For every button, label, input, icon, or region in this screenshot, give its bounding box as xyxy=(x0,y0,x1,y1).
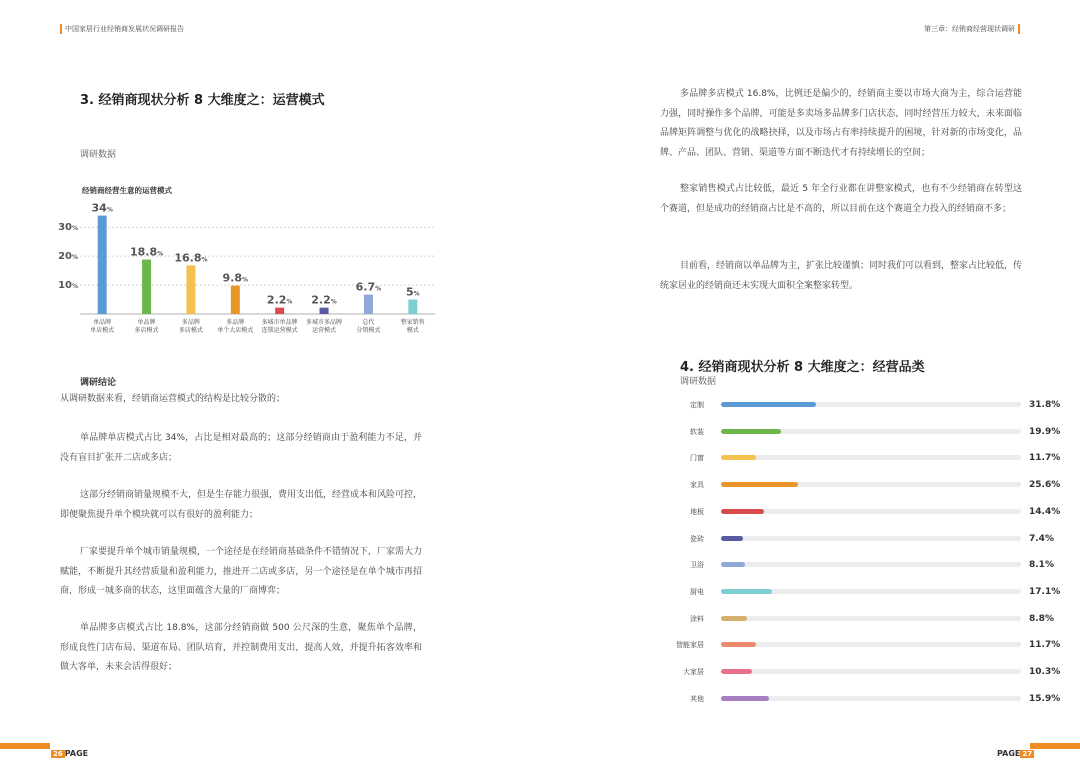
conclusion-para-1: 从调研数据来看，经销商运营模式的结构是比较分散的； xyxy=(60,394,286,404)
page-word-right: PAGE xyxy=(997,749,1021,758)
right-para-1: 多品牌多店模式 16.8%，比例还是偏少的，经销商主要以市场大商为主，综合运营能力强，同时操作多个品牌，可能是多卖场多品牌多门店状态，同时经营压力较大，未来面临品牌矩阵调整与优化的战略抉择，以及市场占有率持续提升的困境，针对新的市场变化，品牌、产品、团队、营销、渠道等方面不断迭代才有持续增长的空间； xyxy=(660,89,1022,158)
bar xyxy=(721,482,798,487)
bar-value-label: 25.6% xyxy=(1029,480,1061,491)
bar-value-label: 14.4% xyxy=(1029,506,1061,517)
bar xyxy=(721,509,764,514)
chart-title: 经销商经营生意的运营模式 xyxy=(82,186,172,195)
category-label: 分销模式 xyxy=(356,327,381,334)
y-tick-label: 20% xyxy=(58,251,78,263)
category-label: 涂料 xyxy=(690,614,704,623)
category-label: 软装 xyxy=(690,427,704,436)
business-category-bar-chart xyxy=(660,394,1061,719)
conclusion-para-2: 单品牌单店模式占比 34%，占比是相对最高的；这部分经销商由于盈利能力不足，并没有盲目扩张开二店或多店； xyxy=(60,433,422,463)
bar-track xyxy=(721,669,1021,674)
bar-value-label: 31.8% xyxy=(1029,400,1061,410)
category-label: 门窗 xyxy=(690,454,704,463)
footer-right xyxy=(997,741,1034,760)
bar xyxy=(721,589,772,594)
bar-track xyxy=(721,455,1021,460)
footer-accent-right xyxy=(1030,743,1080,749)
category-label: 多店模式 xyxy=(178,327,203,334)
bar xyxy=(364,295,373,314)
bar-track xyxy=(721,616,1021,621)
category-label: 多城市单品牌 xyxy=(261,319,298,326)
bar-track xyxy=(721,536,1021,541)
right-para-2: 整家销售模式占比较低，最近 5 年全行业都在讲整家模式，也有不少经销商在转型这个赛道，但是成功的经销商占比是不高的，所以目前在这个赛道全力投入的经销商不多； xyxy=(660,184,1022,214)
category-label: 瓷砖 xyxy=(690,534,704,543)
bar-value-label: 34% xyxy=(91,201,113,215)
bar xyxy=(721,536,743,541)
footer-accent-left xyxy=(0,743,50,749)
bar xyxy=(408,300,417,314)
bar xyxy=(721,696,769,701)
category-label: 家具 xyxy=(690,481,704,490)
bar-value-label: 16.8% xyxy=(174,251,208,265)
bar-track xyxy=(721,642,1021,647)
y-tick-label: 30% xyxy=(58,222,78,234)
bar-value-label: 6.7% xyxy=(355,280,382,294)
report-title-header: 中国家居行业经销商发展状况调研报告 xyxy=(60,24,184,34)
bar-value-label: 17.1% xyxy=(1029,586,1061,597)
bar-value-label: 18.8% xyxy=(129,245,164,259)
bar-track xyxy=(721,562,1021,567)
bar-track xyxy=(721,509,1021,514)
bar xyxy=(721,455,756,460)
category-label: 卫浴 xyxy=(690,561,704,570)
bar xyxy=(721,616,747,621)
bar xyxy=(98,216,107,314)
bar xyxy=(186,265,195,314)
category-label: 多城市多品牌 xyxy=(306,319,343,326)
category-label: 运营模式 xyxy=(312,327,337,334)
bar xyxy=(721,562,745,567)
conclusion-para-4: 厂家要提升单个城市销量规模，一个途径是在经销商基础条件不错情况下，厂家需大力赋能，不断提升其经营质量和盈利能力，推进开二店或多店，另一个途径是在单个城市再招商，形成一城多商的状态，这里面蕴含大量的厂商博弈； xyxy=(60,547,423,596)
page-number-right: 27 xyxy=(1022,750,1033,758)
bar xyxy=(320,308,329,314)
category-label: 智能家居 xyxy=(676,641,704,650)
bar-value-label: 8.1% xyxy=(1029,560,1054,571)
right-para-3: 目前看，经销商以单品牌为主，扩张比较谨慎；同时我们可以看到，整家占比较低，传统家居业的经销商还未实现大面积全案整家转型。 xyxy=(660,261,1023,291)
bar-value-label: 2.2% xyxy=(311,293,337,307)
category-label: 连锁运营模式 xyxy=(261,327,298,334)
y-tick-label: 10% xyxy=(58,280,78,292)
research-data-label-2: 调研数据 xyxy=(680,377,717,387)
category-label: 定制 xyxy=(690,401,704,409)
category-label: 单个大店模式 xyxy=(217,327,254,334)
section-title-operation-mode: 3. 经销商现状分析 8 大维度之：运营模式 xyxy=(80,93,325,108)
category-label: 其他 xyxy=(690,694,704,703)
bar-value-label: 11.7% xyxy=(1029,640,1061,651)
bar xyxy=(142,260,151,314)
section-title-categories: 4. 经销商现状分析 8 大维度之：经营品类 xyxy=(680,360,925,375)
chapter-header: 第三章：经销商经营现状调研 xyxy=(924,24,1020,34)
conclusion-title: 调研结论 xyxy=(80,378,117,388)
bar-value-label: 7.4% xyxy=(1029,533,1054,544)
category-label: 整家销售 xyxy=(400,319,425,326)
category-label: 厨电 xyxy=(690,587,704,596)
bar xyxy=(721,642,756,647)
category-label: 多品牌 xyxy=(181,319,200,326)
bar-value-label: 2.2% xyxy=(266,293,293,307)
conclusion-para-5: 单品牌多店模式占比 18.8%，这部分经销商做 500 公尺深的生意，聚焦单个品牌，形成良性门店布局、渠道布局、团队培育，并控制费用支出，提高人效，并提升拓客效率和做大客单，未来会活得很好； xyxy=(60,623,422,672)
category-label: 地板 xyxy=(690,507,704,516)
category-label: 多品牌 xyxy=(226,319,245,326)
bar-value-label: 9.8% xyxy=(222,271,249,285)
page-word-left: PAGE xyxy=(64,749,89,758)
bar-value-label: 11.7% xyxy=(1029,453,1061,464)
bar-value-label: 10.3% xyxy=(1029,667,1061,677)
operation-mode-bar-chart xyxy=(55,196,445,341)
bar-value-label: 19.9% xyxy=(1029,426,1061,437)
category-label: 模式 xyxy=(406,327,419,334)
bar xyxy=(231,286,240,314)
footer-left xyxy=(51,741,88,760)
category-label: 多店模式 xyxy=(134,327,159,334)
bar xyxy=(721,429,781,434)
bar-value-label: 15.9% xyxy=(1029,693,1061,704)
bar-value-label: 5% xyxy=(405,285,420,299)
conclusion-para-3: 这部分经销商销量规模不大，但是生存能力很强，费用支出低，经营成本和风险可控，即便聚焦提升单个模块就可以有很好的盈利能力； xyxy=(60,490,423,520)
bar xyxy=(721,402,816,407)
bar-value-label: 8.8% xyxy=(1029,613,1054,624)
category-label: 单品牌 xyxy=(93,319,112,326)
category-label: 单店模式 xyxy=(90,327,115,334)
category-label: 单品牌 xyxy=(137,319,156,326)
category-label: 大家居 xyxy=(683,668,704,676)
research-data-label: 调研数据 xyxy=(80,150,117,160)
bar xyxy=(721,669,752,674)
bar xyxy=(275,308,284,314)
category-label: 总代 xyxy=(362,319,375,326)
page-number-left: 26 xyxy=(53,750,63,758)
